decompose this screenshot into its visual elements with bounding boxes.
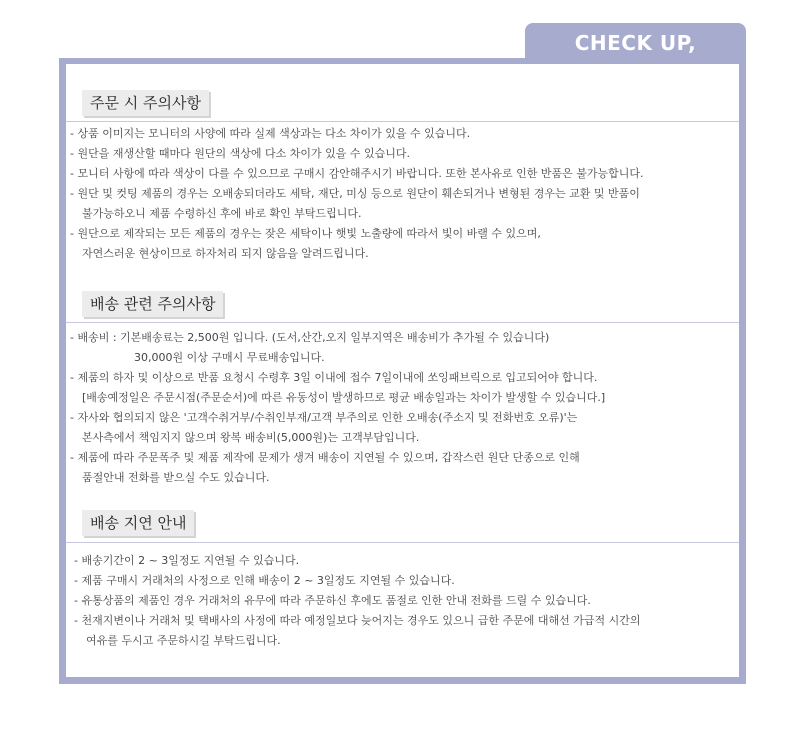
list-item: 본사측에서 책임지지 않으며 왕복 배송비(5,000원)는 고객부담입니다. (82, 431, 420, 444)
list-item: - 자사와 협의되지 않은 '고객수취거부/수취인부재/고객 부주의로 인한 오배송(주소지 및 전화번호 오류)'는 (70, 411, 578, 424)
list-item: - 제품에 따라 주문폭주 및 제품 제작에 문제가 생겨 배송이 지연될 수 있으며, 갑작스런 원단 단종으로 인해 (70, 451, 580, 464)
list-item: - 상품 이미지는 모니터의 사양에 따라 실제 색상과는 다소 차이가 있을 수 있습니다. (70, 127, 471, 140)
list-item: 자연스러운 현상이므로 하자처리 되지 않음을 알려드립니다. (82, 247, 369, 260)
list-item: - 천재지변이나 거래처 및 택배사의 사정에 따라 예정일보다 늦어지는 경우도 있으니 급한 주문에 대해선 가급적 시간의 (74, 614, 641, 627)
list-item: - 원단으로 제작되는 모든 제품의 경우는 잦은 세탁이나 햇빛 노출량에 따라서 빛이 바랠 수 있으며, (70, 227, 541, 240)
list-item: 품절안내 전화를 받으실 수도 있습니다. (82, 471, 270, 484)
list-item: 불가능하오니 제품 수령하신 후에 바로 확인 부탁드립니다. (82, 207, 362, 220)
section-divider (66, 322, 739, 323)
list-item: - 배송기간이 2 ~ 3일정도 지연될 수 있습니다. (74, 554, 300, 567)
shipping-notes-list (66, 328, 739, 488)
list-item: - 제품 구매시 거래처의 사정으로 인해 배송이 2 ~ 3일정도 지연될 수 있습니다. (74, 574, 455, 587)
list-item: - 원단 및 컷팅 제품의 경우는 오배송되더라도 세탁, 재단, 미싱 등으로 원단이 훼손되거나 변형된 경우는 교환 및 반품이 (70, 187, 640, 200)
list-item: - 원단을 재생산할 때마다 원단의 색상에 다소 차이가 있을 수 있습니다. (70, 147, 410, 160)
section-divider (66, 121, 739, 122)
section-title-order-notes: 주문 시 주의사항 (82, 90, 209, 116)
list-item: [배송예정일은 주문시점(주문순서)에 따른 유동성이 발생하므로 평균 배송일과는 차이가 발생할 수 있습니다.] (82, 391, 606, 404)
list-item: 30,000원 이상 구매시 무료배송입니다. (134, 351, 325, 364)
section-divider (66, 542, 739, 543)
list-item: - 배송비 : 기본배송료는 2,500원 입니다. (도서,산간,오지 일부지역은 배송비가 추가될 수 있습니다) (70, 331, 550, 344)
order-notes-list (66, 124, 739, 264)
shipping-delay-list (66, 551, 739, 651)
list-item: - 모니터 사항에 따라 색상이 다를 수 있으므로 구매시 감안해주시기 바랍니다. 또한 본사유로 인한 반품은 불가능합니다. (70, 167, 644, 180)
check-up-tab: CHECK UP, (525, 23, 746, 63)
list-item: - 유통상품의 제품인 경우 거래처의 유무에 따라 주문하신 후에도 품절로 인한 안내 전화를 드릴 수 있습니다. (74, 594, 591, 607)
section-title-shipping-notes: 배송 관련 주의사항 (82, 291, 223, 317)
list-item: 여유를 두시고 주문하시길 부탁드립니다. (86, 634, 281, 647)
section-title-shipping-delay: 배송 지연 안내 (82, 510, 194, 536)
notice-panel (66, 64, 739, 677)
list-item: - 제품의 하자 및 이상으로 반품 요청시 수령후 3일 이내에 접수 7일이내에 쏘잉패브릭으로 입고되어야 합니다. (70, 371, 598, 384)
